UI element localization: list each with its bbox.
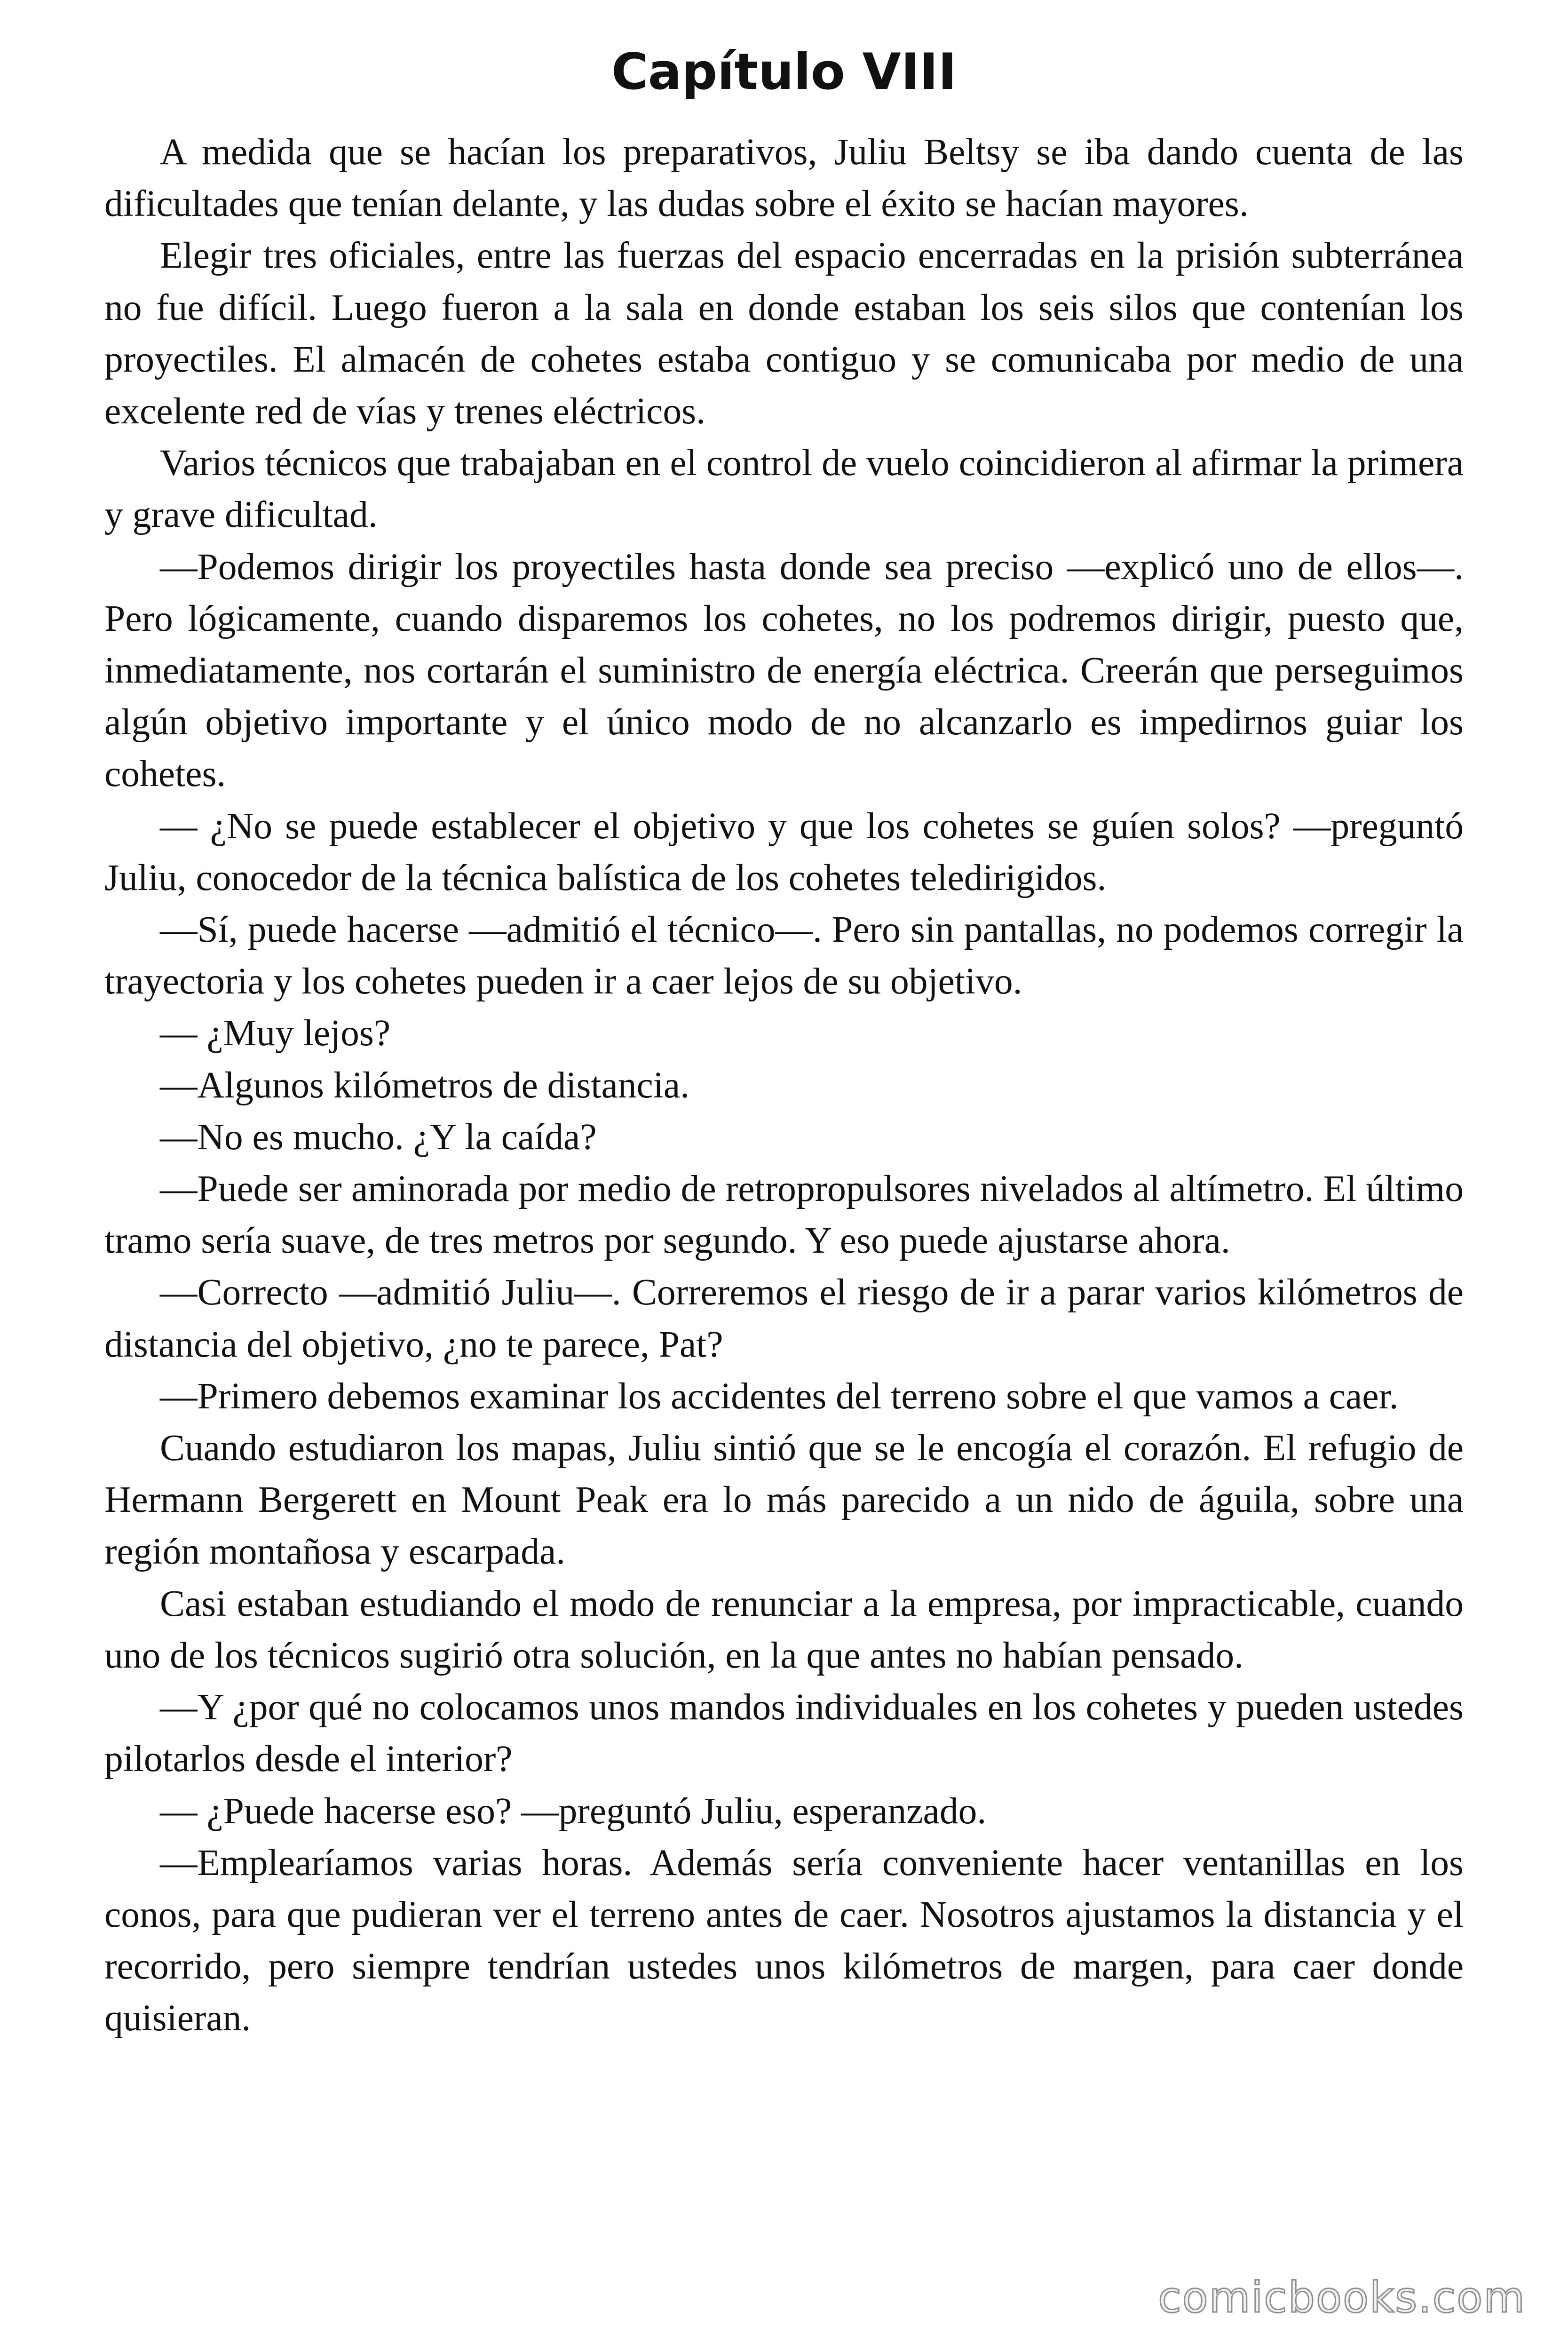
paragraph: — ¿Puede hacerse eso? —preguntó Juliu, esperanzado. — [160, 1790, 987, 1832]
paragraph: —Sí, puede hacerse —admitió el técnico—. Pero sin pantallas, no podemos corregir la trayectoria y los cohetes pueden ir a caer lejos de su objetivo. — [104, 909, 1464, 1002]
paragraph: —Podemos dirigir los proyectiles hasta donde sea preciso —explicó uno de ellos—. Pero lógicamente, cuando disparemos los cohetes, no los podremos dirigir, puesto que, inmediatamente, nos cortarán el suministro de energía eléctrica. Creerán que perseguimos algún objetivo importante y el único modo de no alcanzarlo es impedirnos guiar los cohetes. — [104, 546, 1464, 795]
paragraph: —No es mucho. ¿Y la caída? — [160, 1116, 597, 1158]
watermark: comicbooks.com — [1158, 2273, 1526, 2322]
paragraph: —Primero debemos examinar los accidentes del terreno sobre el que vamos a caer. — [160, 1375, 1399, 1417]
paragraph: —Correcto —admitió Juliu—. Correremos el riesgo de ir a parar varios kilómetros de distancia del objetivo, ¿no te parece, Pat? — [104, 1271, 1464, 1365]
paragraph: Cuando estudiaron los mapas, Juliu sintió que se le encogía el corazón. El refugio de Hermann Bergerett en Mount Peak era lo más parecido a un nido de águila, sobre una región montañosa y escarpada. — [104, 1427, 1464, 1573]
paragraph: —Algunos kilómetros de distancia. — [160, 1064, 690, 1106]
chapter-title: Capítulo VIII — [611, 43, 957, 101]
paragraph: Varios técnicos que trabajaban en el control de vuelo coincidieron al afirmar la primera y grave dificultad. — [104, 442, 1464, 536]
paragraph: —Puede ser aminorada por medio de retropropulsores nivelados al altímetro. El último tramo sería suave, de tres metros por segundo. Y eso puede ajustarse ahora. — [104, 1168, 1464, 1262]
paragraph: A medida que se hacían los preparativos, Juliu Beltsy se iba dando cuenta de las dificultades que tenían delante, y las dudas sobre el éxito se hacían mayores. — [104, 131, 1464, 225]
paragraph: —Y ¿por qué no colocamos unos mandos individuales en los cohetes y pueden ustedes pilotarlos desde el interior? — [104, 1686, 1464, 1780]
paragraph: — ¿No se puede establecer el objetivo y que los cohetes se guíen solos? —preguntó Juliu, conocedor de la técnica balística de los cohetes teledirigidos. — [104, 805, 1464, 898]
paragraph: Casi estaban estudiando el modo de renunciar a la empresa, por impracticable, cuando uno de los técnicos sugirió otra solución, en la que antes no habían pensado. — [104, 1582, 1464, 1676]
paragraph: — ¿Muy lejos? — [160, 1012, 391, 1054]
chapter-body — [104, 126, 1464, 2044]
paragraph: —Emplearíamos varias horas. Además sería conveniente hacer ventanillas en los conos, para que pudieran ver el terreno antes de caer. Nosotros ajustamos la distancia y el recorrido, pero siempre tendrían ustedes unos kilómetros de margen, para caer donde quisieran. — [104, 1842, 1464, 2039]
paragraph: Elegir tres oficiales, entre las fuerzas del espacio encerradas en la prisión subterránea no fue difícil. Luego fueron a la sala en donde estaban los seis silos que contenían los proyectiles. El almacén de cohetes estaba contiguo y se comunicaba por medio de una excelente red de vías y trenes eléctricos. — [104, 235, 1464, 432]
